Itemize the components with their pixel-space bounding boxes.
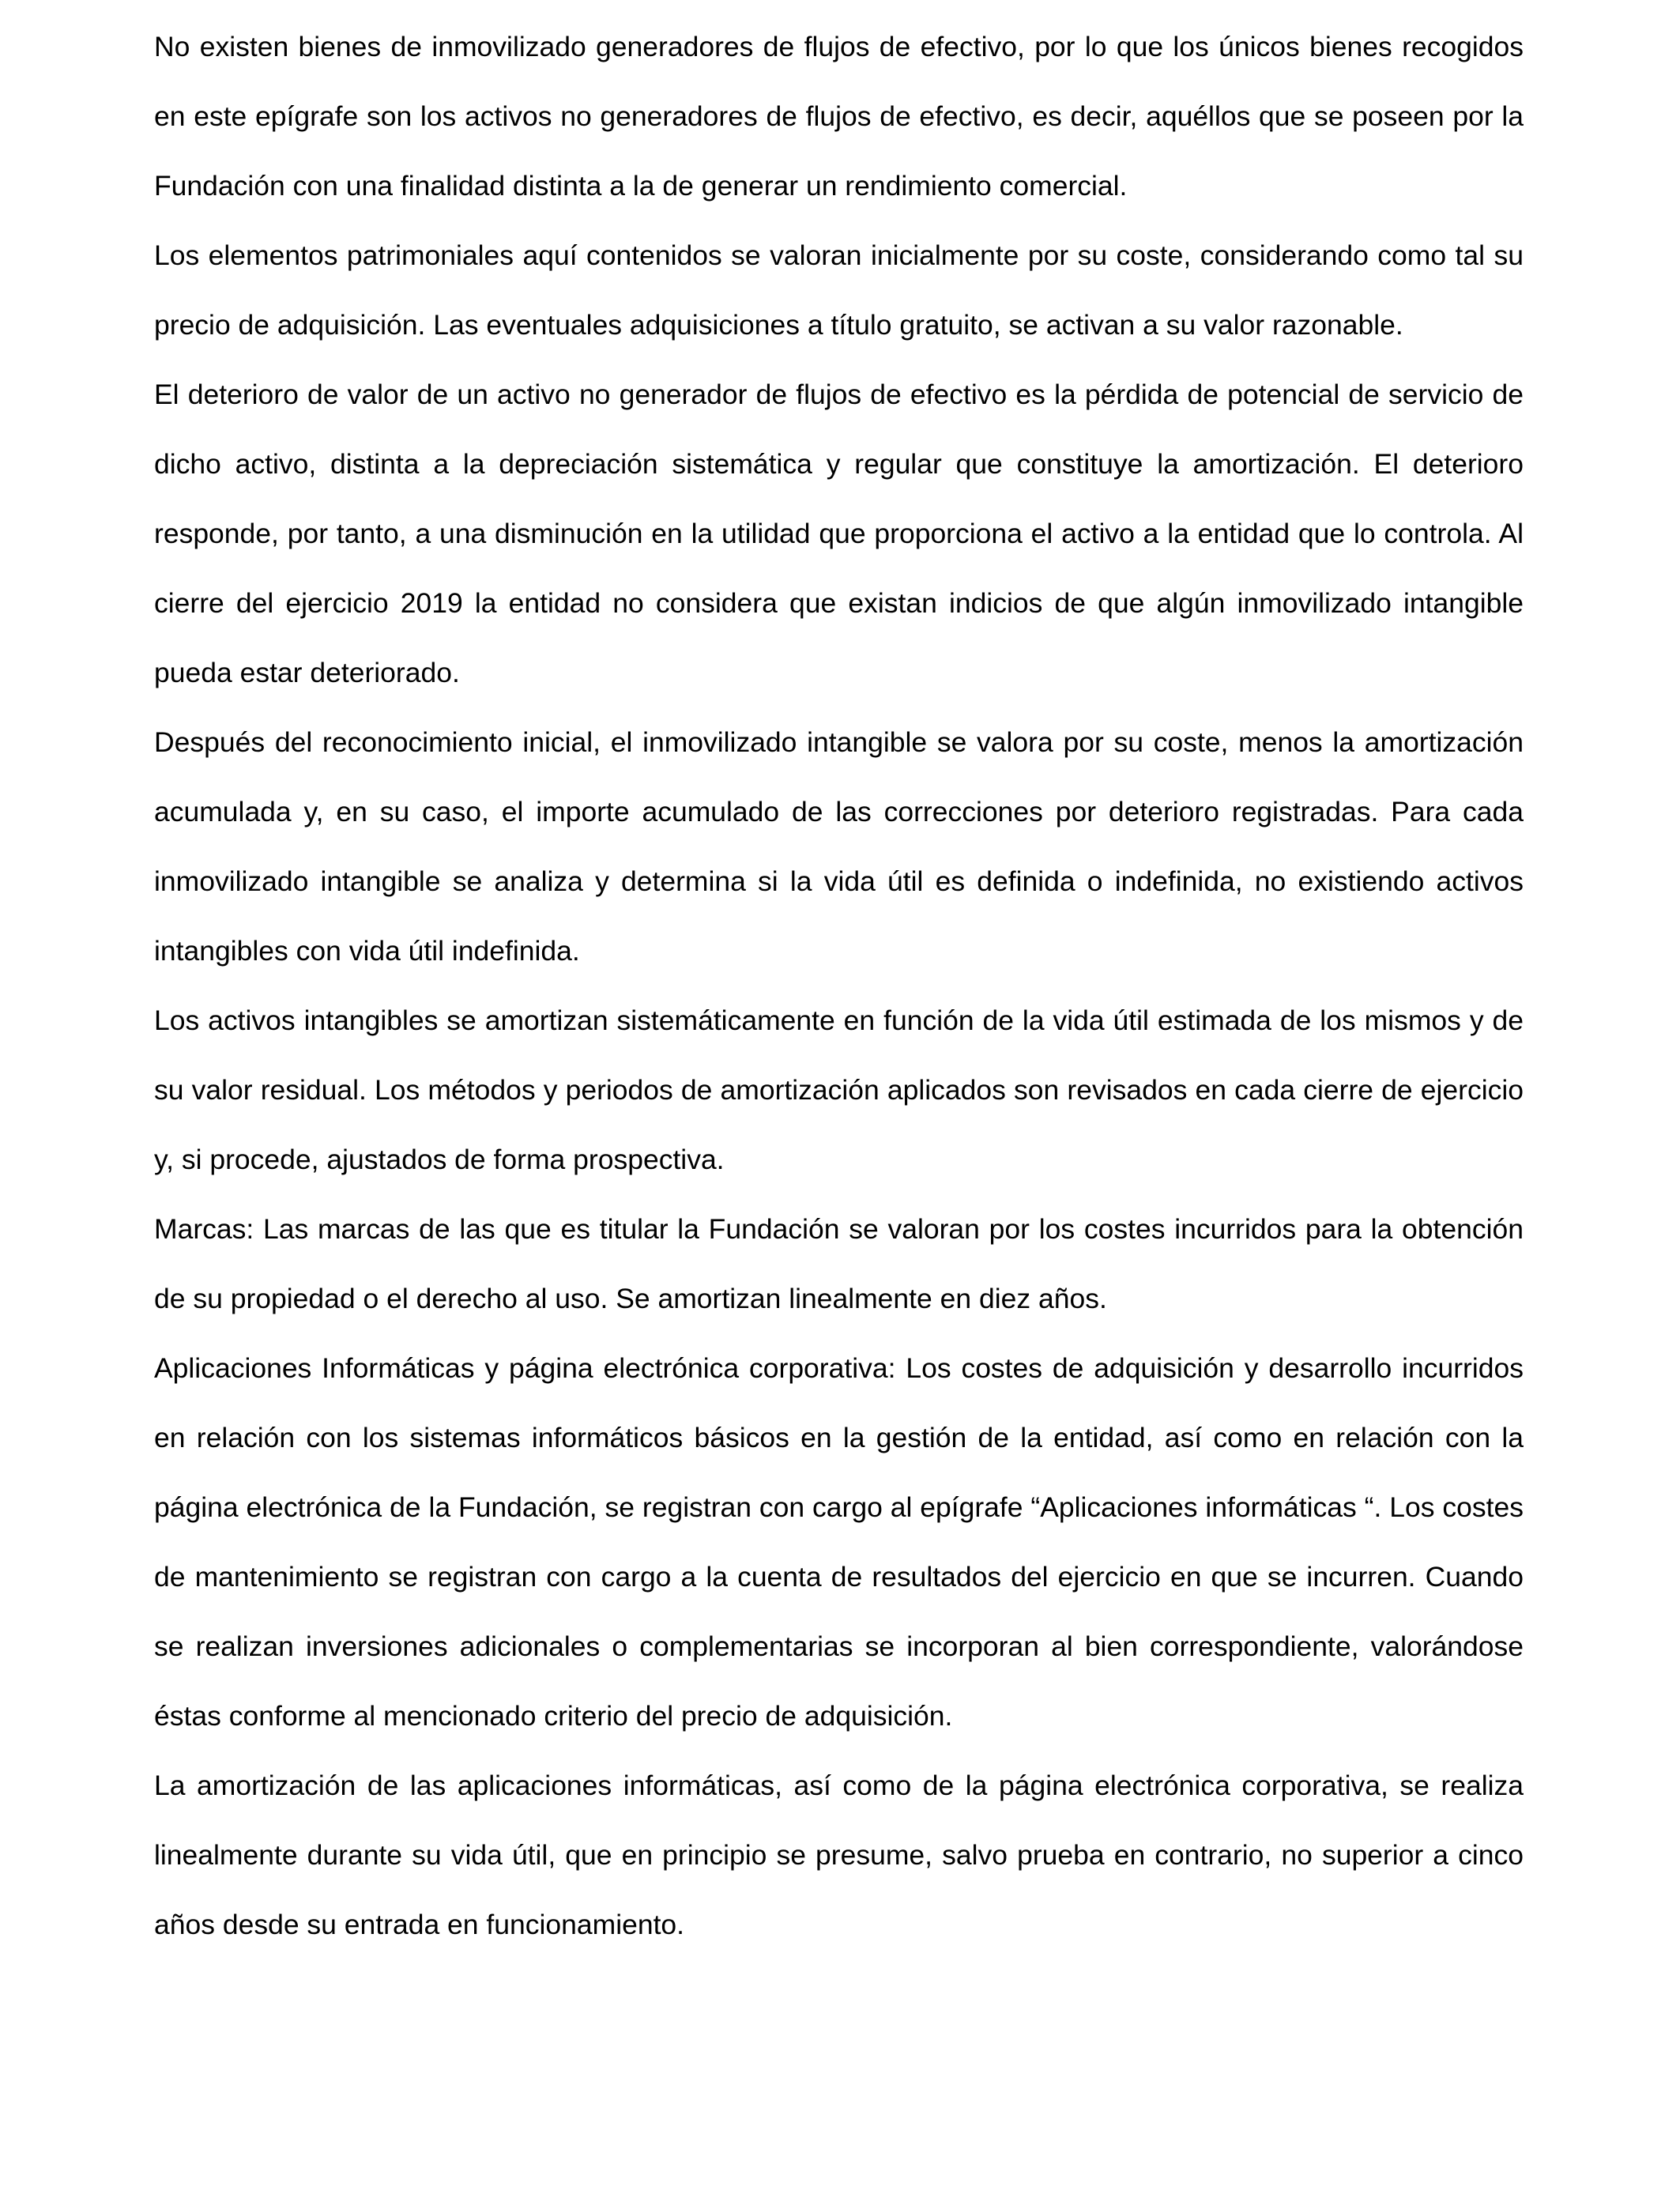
- paragraph-marcas: Marcas: Las marcas de las que es titular la Fundación se valoran por los costes incurridos para la obtención de su propiedad o el derecho al uso. Se amortizan linealmente en diez años.: [154, 1213, 1524, 1314]
- paragraph-amortizacion-aplicaciones: La amortización de las aplicaciones informáticas, así como de la página electrónica corporativa, se realiza linealmente durante su vida útil, que en principio se presume, salvo prueba en contrario, no superior a cinco años desde su entrada en funcionamiento.: [154, 1770, 1524, 1940]
- paragraph-reconocimiento-inicial: Después del reconocimiento inicial, el inmovilizado intangible se valora por su coste, menos la amortización acumulada y, en su caso, el importe acumulado de las correcciones por deterioro registradas. Para cada inmovilizado intangible se analiza y determina si la vida útil es definida o indefinida, no existiendo activos intangibles con vida útil indefinida.: [154, 726, 1524, 967]
- paragraph-valoracion-inicial: Los elementos patrimoniales aquí contenidos se valoran inicialmente por su coste, considerando como tal su precio de adquisición. Las eventuales adquisiciones a título gratuito, se activan a su valor razonable.: [154, 239, 1524, 341]
- document-page: [154, 12, 1524, 1959]
- paragraph-bienes-no-generadores: No existen bienes de inmovilizado generadores de flujos de efectivo, por lo que los únicos bienes recogidos en este epígrafe son los activos no generadores de flujos de efectivo, es decir, aquéllos que se poseen por la Fundación con una finalidad distinta a la de generar un rendimiento comercial.: [154, 31, 1524, 202]
- paragraph-aplicaciones-informaticas: Aplicaciones Informáticas y página electrónica corporativa: Los costes de adquisición y desarrollo incurridos en relación con los sistemas informáticos básicos en la gestión de la entidad, así como en relación con la página electrónica de la Fundación, se registran con cargo al epígrafe “Aplicaciones informáticas “. Los costes de mantenimiento se registran con cargo a la cuenta de resultados del ejercicio en que se incurren. Cuando se realizan inversiones adicionales o complementarias se incorporan al bien correspondiente, valorándose éstas conforme al mencionado criterio del precio de adquisición.: [154, 1352, 1524, 1732]
- paragraph-deterioro: El deterioro de valor de un activo no generador de flujos de efectivo es la pérdida de potencial de servicio de dicho activo, distinta a la depreciación sistemática y regular que constituye la amortización. El deterioro responde, por tanto, a una disminución en la utilidad que proporciona el activo a la entidad que lo controla. Al cierre del ejercicio 2019 la entidad no considera que existan indicios de que algún inmovilizado intangible pueda estar deteriorado.: [154, 379, 1524, 688]
- paragraph-amortizacion-intangibles: Los activos intangibles se amortizan sistemáticamente en función de la vida útil estimada de los mismos y de su valor residual. Los métodos y periodos de amortización aplicados son revisados en cada cierre de ejercicio y, si procede, ajustados de forma prospectiva.: [154, 1005, 1524, 1175]
